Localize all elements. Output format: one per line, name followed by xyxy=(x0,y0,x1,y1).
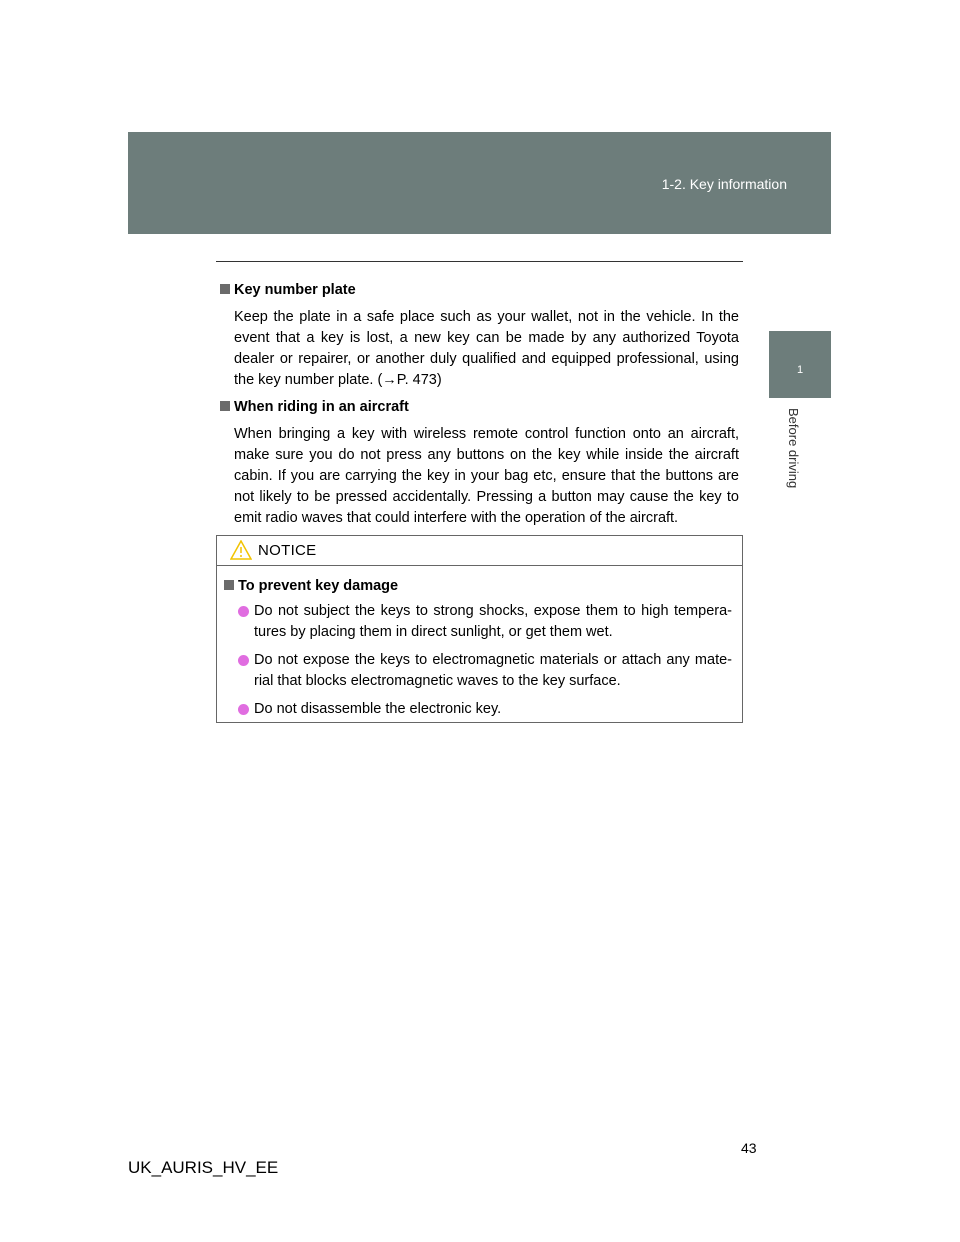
chapter-tab xyxy=(769,331,831,398)
header-band xyxy=(128,132,831,234)
circle-bullet-icon xyxy=(238,704,249,715)
section-heading-aircraft: When riding in an aircraft xyxy=(220,397,739,418)
notice-bullet: Do not disassemble the electronic key. xyxy=(238,699,732,720)
section-text-aircraft: When bringing a key with wireless remote control function onto an aircraft, make sure you do not press any buttons on the key while inside the aircraft cabin. If you are carrying the key in your bag etc, ensure that the buttons are not likely to be pressed accidentally. Pressing a button may cause the key to emit radio waves that could interfere with the operation of the aircraft. xyxy=(234,426,739,526)
section-title: 1-2. Key information xyxy=(661,176,787,192)
chapter-label: Before driving xyxy=(786,408,801,489)
warning-triangle-icon xyxy=(230,540,252,560)
notice-box xyxy=(216,535,743,723)
page-number: 43 xyxy=(741,1140,757,1156)
notice-bullet: Do not expose the keys to electromagnetic materials or attach any mate-rial that blocks electromagnetic waves to the key surface. xyxy=(238,650,732,692)
notice-title: NOTICE xyxy=(258,542,317,559)
main-content xyxy=(220,280,739,535)
circle-bullet-icon xyxy=(238,606,249,617)
section-heading-key-number-plate: Key number plate xyxy=(220,280,739,301)
square-bullet-icon xyxy=(224,580,234,590)
square-bullet-icon xyxy=(220,284,230,294)
top-rule xyxy=(216,261,743,262)
document-code: UK_AURIS_HV_EE xyxy=(128,1158,279,1177)
notice-heading: To prevent key damage xyxy=(224,576,732,597)
circle-bullet-icon xyxy=(238,655,249,666)
chapter-number: 1 xyxy=(796,364,804,376)
section-text-key-number-plate: Keep the plate in a safe place such as your wallet, not in the vehicle. In the event that a key is lost, a new key can be made by any authorized Toyota dealer or repairer, or another duly qualified and equipped professional, using the key number plate. (→P. 473) xyxy=(234,309,739,388)
square-bullet-icon xyxy=(220,401,230,411)
notice-header xyxy=(217,536,742,566)
notice-bullet: Do not subject the keys to strong shocks, expose them to high tempera-tures by placing them in direct sunlight, or get them wet. xyxy=(238,601,732,643)
notice-body xyxy=(217,566,742,720)
